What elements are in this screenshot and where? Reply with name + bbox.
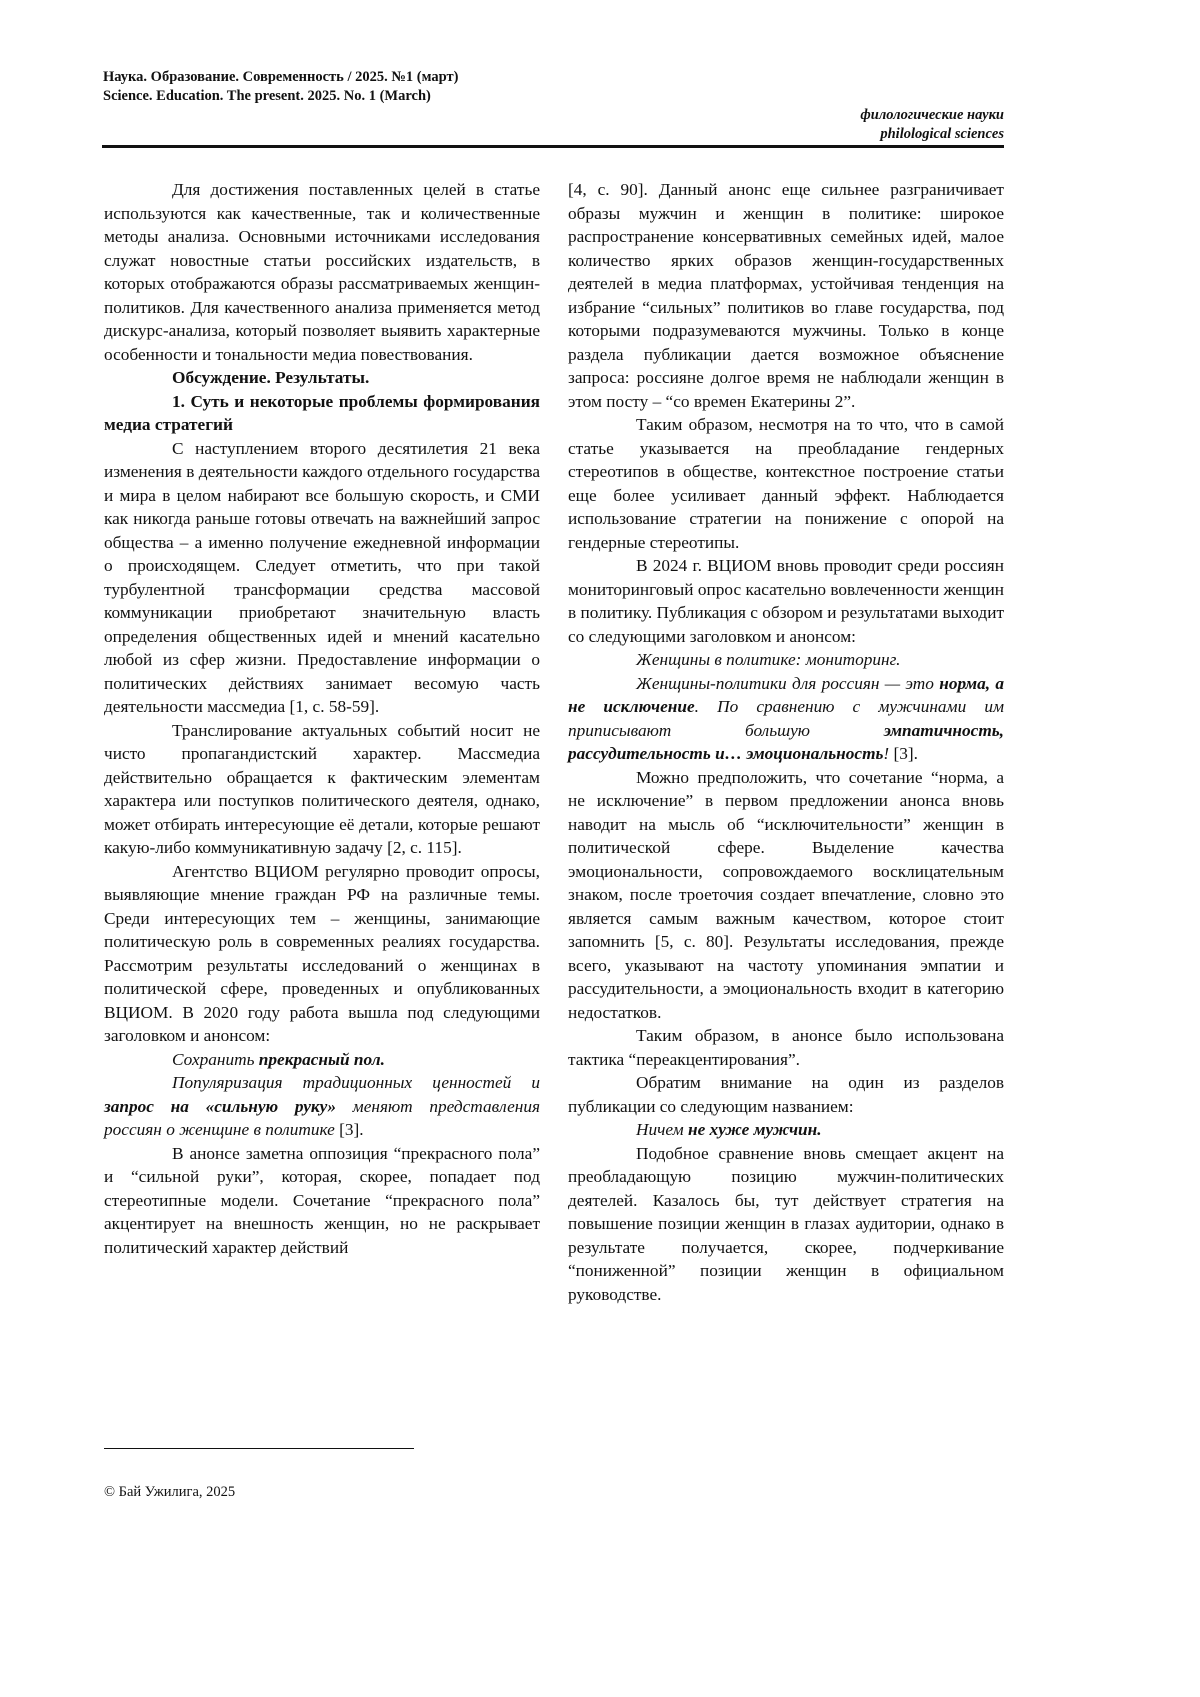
right-column xyxy=(568,178,1004,1306)
paragraph: Таким образом, в анонсе было использована тактика “переакцентирования”. xyxy=(568,1026,1004,1069)
paragraph: С наступлением второго десятилетия 21 века изменения в деятельности каждого отдельного государства и мира в целом набирают все большую скорость, и СМИ как никогда раньше готовы отвечать на важнейший запрос общества – а именно получение ежедневной информации о происходящем. Следует отметить, что при такой турбулентной трансформации средства массовой коммуникации приобретают значительную власть определения общественных идей и мнений касательно любой из сфер жизни. Предоставление информации о политических действиях занимает весомую часть деятельности массмедиа [1, с. 58-59]. xyxy=(104,438,540,716)
paragraph: [4, с. 90]. Данный анонс еще сильнее разграничивает образы мужчин и женщин в политике: широкое распространение консервативных семейных идей, малое количество ярких образов женщин-государственных деятелей в медиа платформах, устойчивая тенденция на избрание “сильных” политиков во главе государства, под которыми подразумеваются мужчины. Только в конце раздела публикации дается возможное объяснение запроса: россияне долгое время не наблюдали женщин в этом посту – “со времен Екатерины 2”. xyxy=(568,180,1004,411)
section-heading: Обсуждение. Результаты. xyxy=(172,368,370,387)
paragraph: Для достижения поставленных целей в статье используются как качественные, так и количественные методы анализа. Основными источниками исследования служат новостные статьи российских издательств, в которых отображаются образы рассматриваемых женщин-политиков. Для качественного анализа применяется метод дискурс-анализа, который позволяет выявить характерные особенности и тональности медиа повествования. xyxy=(104,180,540,364)
section-header xyxy=(860,106,1004,144)
quote-emphasis: прекрасный пол. xyxy=(258,1049,385,1069)
citation: [3]. xyxy=(889,744,918,763)
left-column xyxy=(104,178,540,1259)
paragraph: Обратим внимание на один из разделов публикации со следующим названием: xyxy=(568,1073,1004,1116)
quote-emphasis: запрос на «сильную руку» xyxy=(104,1096,336,1116)
subsection-heading: 1. Суть и некоторые проблемы формирования медиа стратегий xyxy=(104,391,540,434)
quoted-announcement xyxy=(568,672,1004,766)
journal-title-en: Science. Education. The present. 2025. No. 1 (March) xyxy=(103,88,431,104)
paragraph: В 2024 г. ВЦИОМ вновь проводит среди россиян мониторинговый опрос касательно вовлеченности женщин в политику. Публикация с обзором и результатами выходит со следующими заголовком и анонсом: xyxy=(568,556,1004,646)
paragraph: Таким образом, несмотря на то что, что в самой статье указывается на преобладание гендерных стереотипов в обществе, контекстное построение статьи еще более усиливает данный эффект. Наблюдается использование стратегии на понижение с опорой на гендерные стереотипы. xyxy=(568,415,1004,552)
paragraph: Можно предположить, что сочетание “норма, а не исключение” в первом предложении анонса вновь наводит на мысль об “исключительности” женщин в политической сфере. Выделение качества эмоциональности, сопровождаемого восклицательным знаком, после троеточия создает впечатление, словно это является самым важным качеством, которое стоит запомнить [5, с. 80]. Результаты исследования, прежде всего, указывают на частоту упоминания эмпатии и рассудительности, а эмоциональность входит в категорию недостатков. xyxy=(568,767,1004,1022)
copyright-notice: © Бай Ужилига, 2025 xyxy=(104,1484,236,1500)
quoted-headline xyxy=(104,1048,540,1072)
section-name-en: philological sciences xyxy=(880,126,1004,142)
quoted-headline: Женщины в политике: мониторинг. xyxy=(636,650,901,669)
paragraph: Подобное сравнение вновь смещает акцент на преобладающую позицию мужчин-политических деятелей. Казалось бы, тут действует стратегия на повышение позиции женщин в глазах аудитории, однако в результате получается, скорее, подчеркивание “пониженной” позиции женщин в официальном руководстве. xyxy=(568,1143,1004,1304)
quote-text: меняют представления россиян о женщине в политике xyxy=(104,1096,540,1139)
paragraph: Агентство ВЦИОМ регулярно проводит опросы, выявляющие мнение граждан РФ на различные темы. Среди интересующих тем – женщины, занимающие политическую роль в современных реалиях государства. Рассмотрим результаты исследований о женщинах в политической сфере, проведенных и опубликованных ВЦИОМ. В 2020 году работа вышла под следующими заголовком и анонсом: xyxy=(104,861,540,1045)
quote-text: Ничем xyxy=(636,1120,688,1139)
quote-text: ! xyxy=(883,744,890,763)
quote-text: Популяризация традиционных ценностей и xyxy=(172,1073,540,1092)
paragraph: В анонсе заметна оппозиция “прекрасного пола” и “сильной руки”, которая, скорее, попадает под стереотипные модели. Сочетание “прекрасного пола” акцентирует на внешность женщин, но не раскрывает политический характер действий xyxy=(104,1143,540,1257)
footnote-rule xyxy=(104,1448,414,1449)
quote-text: Сохранить xyxy=(172,1049,259,1069)
quote-emphasis: эмпатичность, рассудительность и… эмоциональность xyxy=(568,720,1004,763)
journal-header xyxy=(103,68,458,106)
quoted-announcement xyxy=(104,1071,540,1142)
quote-text: Женщины-политики для россиян — это xyxy=(636,673,940,693)
section-name-ru: филологические науки xyxy=(860,107,1004,123)
quote-emphasis: не хуже мужчин. xyxy=(687,1120,822,1139)
citation: [3]. xyxy=(334,1120,364,1139)
quote-text: . По сравнению с мужчинами им приписывают большую xyxy=(568,697,1005,740)
quoted-headline xyxy=(568,1118,1004,1142)
journal-title-ru: Наука. Образование. Современность / 2025. №1 (март) xyxy=(103,69,459,85)
header-rule xyxy=(102,145,1004,148)
quote-emphasis: норма, а не исключение xyxy=(568,673,1004,716)
paragraph: Транслирование актуальных событий носит не чисто пропагандистский характер. Массмедиа действительно обращается к фактическим элементам характера или поступков политического деятеля, однако, может отбирать интересующие её детали, которые решают какую-либо коммуникативную задачу [2, с. 115]. xyxy=(104,720,540,857)
